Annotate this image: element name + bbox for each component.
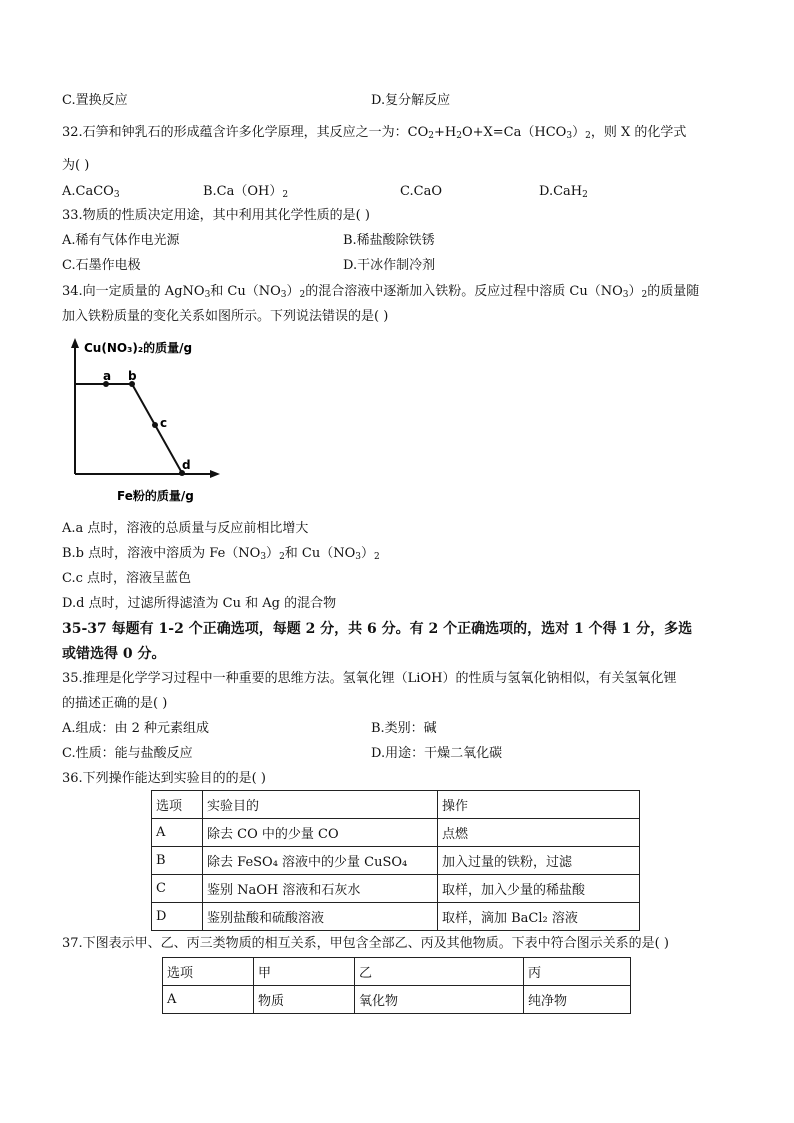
q34-graph bbox=[62, 336, 222, 506]
table-header: 操作 bbox=[438, 791, 640, 819]
table-cell: C bbox=[152, 875, 203, 903]
table-cell: 物质 bbox=[254, 986, 355, 1014]
q34-stem-line2: 加入铁粉质量的变化关系如图所示。下列说法错误的是( ) bbox=[62, 309, 389, 324]
q32-option-d: D.CaH$_2$ bbox=[539, 184, 588, 200]
table-cell: 取样，加入少量的稀盐酸 bbox=[438, 875, 640, 903]
q35-option-c: C.性质：能与盐酸反应 bbox=[62, 746, 193, 761]
q33-option-b: B.稀盐酸除铁锈 bbox=[343, 233, 435, 248]
table-header: 丙 bbox=[524, 958, 631, 986]
label-d: d bbox=[182, 458, 191, 472]
q33-option-a: A.稀有气体作电光源 bbox=[62, 233, 180, 248]
table-cell: A bbox=[163, 986, 254, 1014]
table-header: 乙 bbox=[355, 958, 524, 986]
table-header-row bbox=[163, 958, 631, 986]
table-cell: 除去 CO 中的少量 CO bbox=[203, 819, 438, 847]
q35-option-b: B.类别：碱 bbox=[371, 721, 437, 736]
q33-option-c: C.石墨作电极 bbox=[62, 258, 141, 273]
table-cell: 取样，滴加 BaCl₂ 溶液 bbox=[438, 903, 640, 931]
x-axis-arrow bbox=[210, 470, 220, 478]
table-row bbox=[152, 875, 640, 903]
section-instructions-2: 或错选得 0 分。 bbox=[62, 646, 166, 662]
q32-stem-line2: 为( ) bbox=[62, 158, 90, 173]
table-cell: 除去 FeSO₄ 溶液中的少量 CuSO₄ bbox=[203, 847, 438, 875]
table-cell: 氧化物 bbox=[355, 986, 524, 1014]
q34-option-b: B.b 点时，溶液中溶质为 $Fe(NO_3)_2$和 $Cu(NO_3)_2$ bbox=[62, 546, 380, 562]
q33-option-d: D.干冰作制冷剂 bbox=[343, 258, 436, 273]
table-header-row bbox=[152, 791, 640, 819]
q35-option-d: D.用途：干燥二氧化碳 bbox=[371, 746, 503, 761]
q35-stem: 35.推理是化学学习过程中一种重要的思维方法。氢氧化锂（LiOH）的性质与氢氧化钠相似，有关氢氧化锂 bbox=[62, 671, 677, 686]
q32-option-b: $B.Ca(OH)_2$ bbox=[203, 184, 289, 200]
table-cell: D bbox=[152, 903, 203, 931]
q34-option-a: A.a 点时，溶液的总质量与反应前相比增大 bbox=[62, 521, 309, 536]
table-cell: B bbox=[152, 847, 203, 875]
q34-stem: 34.向一定质量的 AgNO$_3$和 $Cu(NO_3)_2$的混合溶液中逐渐加入铁粉。反应过程中溶质 $Cu(NO_3)_2$的质量随 bbox=[62, 284, 700, 300]
table-cell: 点燃 bbox=[438, 819, 640, 847]
y-axis-arrow bbox=[71, 338, 79, 348]
table-cell: 鉴别盐酸和硫酸溶液 bbox=[203, 903, 438, 931]
q36-stem: 36.下列操作能达到实验目的的是( ) bbox=[62, 771, 266, 786]
table-row bbox=[152, 847, 640, 875]
q32-option-c: C.CaO bbox=[400, 184, 442, 199]
table-cell: 纯净物 bbox=[524, 986, 631, 1014]
table-row bbox=[152, 903, 640, 931]
table-header: 选项 bbox=[163, 958, 254, 986]
x-axis-label: Fe粉的质量/g bbox=[117, 489, 194, 503]
q35-option-a: A.组成：由 2 种元素组成 bbox=[62, 721, 210, 736]
table-cell: 鉴别 NaOH 溶液和石灰水 bbox=[203, 875, 438, 903]
section-instructions: 35-37 每题有 1-2 个正确选项，每题 2 分，共 6 分。有 2 个正确选项的，选对 1 个得 1 分，多选 bbox=[62, 621, 693, 637]
table-cell: 加入过量的铁粉，过滤 bbox=[438, 847, 640, 875]
q32-stem: 32.石笋和钟乳石的形成蕴含许多化学原理，其反应之一为：$CO_2+H_2O+X=Ca(HCO_3)_2$，则 X 的化学式 bbox=[62, 125, 687, 141]
label-c: c bbox=[160, 416, 168, 430]
label-a: a bbox=[103, 369, 112, 383]
q36-table bbox=[151, 790, 640, 931]
option-d: D.复分解反应 bbox=[371, 93, 451, 108]
q35-stem-line2: 的描述正确的是( ) bbox=[62, 696, 168, 711]
table-header: 甲 bbox=[254, 958, 355, 986]
q34-option-d: D.d 点时，过滤所得滤渣为 Cu 和 Ag 的混合物 bbox=[62, 596, 337, 611]
table-row bbox=[152, 819, 640, 847]
point-c bbox=[152, 422, 158, 428]
option-c: C.置换反应 bbox=[62, 93, 128, 108]
table-header: 选项 bbox=[152, 791, 203, 819]
q37-stem: 37.下图表示甲、乙、丙三类物质的相互关系，甲包含全部乙、丙及其他物质。下表中符合图示关系的是( ) bbox=[62, 936, 669, 951]
q34-graph-svg bbox=[62, 336, 222, 506]
y-axis-label: Cu(NO₃)₂的质量/g bbox=[84, 341, 193, 355]
q32-option-a: A.CaCO$_3$ bbox=[62, 184, 120, 200]
q37-table bbox=[162, 957, 631, 1014]
table-header: 实验目的 bbox=[203, 791, 438, 819]
q34-option-c: C.c 点时，溶液呈蓝色 bbox=[62, 571, 192, 586]
q33-stem: 33.物质的性质决定用途，其中利用其化学性质的是( ) bbox=[62, 208, 370, 223]
label-b: b bbox=[128, 369, 137, 383]
table-cell: A bbox=[152, 819, 203, 847]
table-row bbox=[163, 986, 631, 1014]
